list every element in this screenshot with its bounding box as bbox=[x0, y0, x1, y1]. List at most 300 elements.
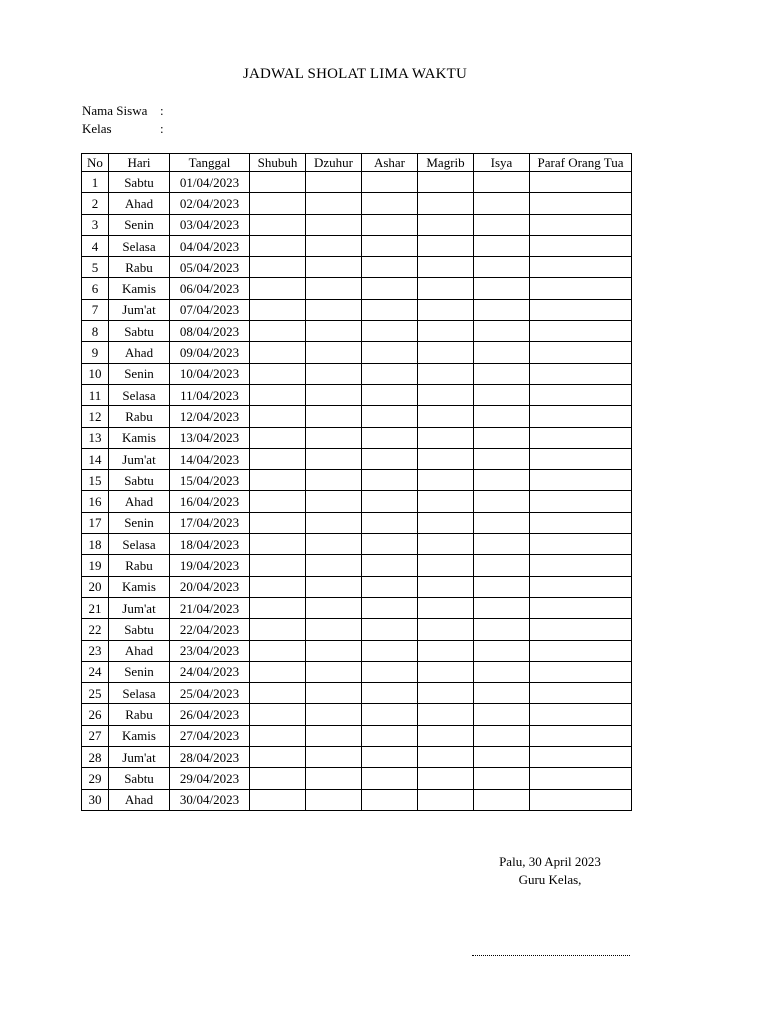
cell-shubuh[interactable] bbox=[250, 534, 306, 555]
cell-isya[interactable] bbox=[474, 384, 530, 405]
cell-shubuh[interactable] bbox=[250, 747, 306, 768]
table-row bbox=[82, 257, 632, 278]
table-row bbox=[82, 768, 632, 789]
cell-paraf[interactable] bbox=[530, 768, 632, 789]
cell-shubuh[interactable] bbox=[250, 725, 306, 746]
table-row bbox=[82, 555, 632, 576]
cell-ashar[interactable] bbox=[362, 789, 418, 810]
cell-tanggal: 02/04/2023 bbox=[170, 193, 250, 214]
cell-isya[interactable] bbox=[474, 448, 530, 469]
cell-hari: Sabtu bbox=[109, 321, 170, 342]
cell-isya[interactable] bbox=[474, 406, 530, 427]
cell-paraf[interactable] bbox=[530, 257, 632, 278]
cell-ashar[interactable] bbox=[362, 619, 418, 640]
cell-no: 25 bbox=[82, 683, 109, 704]
cell-ashar[interactable] bbox=[362, 384, 418, 405]
cell-tanggal: 29/04/2023 bbox=[170, 768, 250, 789]
table-row bbox=[82, 214, 632, 235]
cell-tanggal: 07/04/2023 bbox=[170, 299, 250, 320]
cell-ashar[interactable] bbox=[362, 406, 418, 427]
cell-magrib[interactable] bbox=[418, 768, 474, 789]
cell-no: 29 bbox=[82, 768, 109, 789]
cell-hari: Ahad bbox=[109, 193, 170, 214]
cell-isya[interactable] bbox=[474, 257, 530, 278]
cell-paraf[interactable] bbox=[530, 235, 632, 256]
cell-ashar[interactable] bbox=[362, 555, 418, 576]
cell-magrib[interactable] bbox=[418, 172, 474, 193]
cell-isya[interactable] bbox=[474, 321, 530, 342]
cell-paraf[interactable] bbox=[530, 683, 632, 704]
cell-shubuh[interactable] bbox=[250, 597, 306, 618]
cell-magrib[interactable] bbox=[418, 661, 474, 682]
cell-magrib[interactable] bbox=[418, 597, 474, 618]
cell-isya[interactable] bbox=[474, 193, 530, 214]
cell-tanggal: 20/04/2023 bbox=[170, 576, 250, 597]
table-row bbox=[82, 427, 632, 448]
table-row bbox=[82, 470, 632, 491]
cell-isya[interactable] bbox=[474, 747, 530, 768]
cell-shubuh[interactable] bbox=[250, 321, 306, 342]
cell-dzuhur[interactable] bbox=[306, 342, 362, 363]
cell-hari: Senin bbox=[109, 512, 170, 533]
cell-isya[interactable] bbox=[474, 534, 530, 555]
cell-shubuh[interactable] bbox=[250, 384, 306, 405]
table-row bbox=[82, 576, 632, 597]
cell-magrib[interactable] bbox=[418, 725, 474, 746]
cell-tanggal: 24/04/2023 bbox=[170, 661, 250, 682]
cell-magrib[interactable] bbox=[418, 555, 474, 576]
cell-magrib[interactable] bbox=[418, 257, 474, 278]
cell-no: 26 bbox=[82, 704, 109, 725]
cell-ashar[interactable] bbox=[362, 576, 418, 597]
cell-shubuh[interactable] bbox=[250, 555, 306, 576]
cell-paraf[interactable] bbox=[530, 555, 632, 576]
cell-hari: Kamis bbox=[109, 278, 170, 299]
cell-dzuhur[interactable] bbox=[306, 257, 362, 278]
cell-shubuh[interactable] bbox=[250, 363, 306, 384]
cell-tanggal: 18/04/2023 bbox=[170, 534, 250, 555]
class-field bbox=[82, 121, 164, 137]
cell-hari: Rabu bbox=[109, 555, 170, 576]
cell-dzuhur[interactable] bbox=[306, 448, 362, 469]
cell-ashar[interactable] bbox=[362, 299, 418, 320]
cell-isya[interactable] bbox=[474, 512, 530, 533]
cell-paraf[interactable] bbox=[530, 214, 632, 235]
cell-paraf[interactable] bbox=[530, 491, 632, 512]
cell-dzuhur[interactable] bbox=[306, 172, 362, 193]
table-row bbox=[82, 321, 632, 342]
header-ashar: Ashar bbox=[362, 154, 418, 172]
cell-tanggal: 30/04/2023 bbox=[170, 789, 250, 810]
cell-tanggal: 16/04/2023 bbox=[170, 491, 250, 512]
cell-hari: Senin bbox=[109, 363, 170, 384]
student-name-colon: : bbox=[160, 103, 164, 118]
cell-dzuhur[interactable] bbox=[306, 597, 362, 618]
cell-hari: Ahad bbox=[109, 491, 170, 512]
cell-shubuh[interactable] bbox=[250, 470, 306, 491]
cell-magrib[interactable] bbox=[418, 235, 474, 256]
cell-no: 17 bbox=[82, 512, 109, 533]
cell-paraf[interactable] bbox=[530, 661, 632, 682]
table-row bbox=[82, 683, 632, 704]
cell-tanggal: 10/04/2023 bbox=[170, 363, 250, 384]
cell-magrib[interactable] bbox=[418, 789, 474, 810]
cell-shubuh[interactable] bbox=[250, 257, 306, 278]
cell-dzuhur[interactable] bbox=[306, 491, 362, 512]
cell-ashar[interactable] bbox=[362, 747, 418, 768]
cell-tanggal: 26/04/2023 bbox=[170, 704, 250, 725]
cell-shubuh[interactable] bbox=[250, 278, 306, 299]
cell-ashar[interactable] bbox=[362, 683, 418, 704]
cell-dzuhur[interactable] bbox=[306, 640, 362, 661]
cell-dzuhur[interactable] bbox=[306, 725, 362, 746]
cell-shubuh[interactable] bbox=[250, 640, 306, 661]
header-tanggal: Tanggal bbox=[170, 154, 250, 172]
cell-shubuh[interactable] bbox=[250, 342, 306, 363]
cell-magrib[interactable] bbox=[418, 321, 474, 342]
table-row bbox=[82, 640, 632, 661]
header-dzuhur: Dzuhur bbox=[306, 154, 362, 172]
table-row bbox=[82, 789, 632, 810]
cell-tanggal: 23/04/2023 bbox=[170, 640, 250, 661]
cell-magrib[interactable] bbox=[418, 534, 474, 555]
cell-ashar[interactable] bbox=[362, 768, 418, 789]
cell-ashar[interactable] bbox=[362, 512, 418, 533]
cell-dzuhur[interactable] bbox=[306, 214, 362, 235]
cell-dzuhur[interactable] bbox=[306, 384, 362, 405]
cell-shubuh[interactable] bbox=[250, 512, 306, 533]
cell-no: 7 bbox=[82, 299, 109, 320]
cell-hari: Selasa bbox=[109, 384, 170, 405]
cell-magrib[interactable] bbox=[418, 384, 474, 405]
cell-no: 4 bbox=[82, 235, 109, 256]
student-name-field bbox=[82, 103, 164, 119]
cell-dzuhur[interactable] bbox=[306, 193, 362, 214]
cell-hari: Selasa bbox=[109, 235, 170, 256]
cell-tanggal: 04/04/2023 bbox=[170, 235, 250, 256]
cell-dzuhur[interactable] bbox=[306, 683, 362, 704]
cell-isya[interactable] bbox=[474, 576, 530, 597]
cell-isya[interactable] bbox=[474, 172, 530, 193]
cell-shubuh[interactable] bbox=[250, 768, 306, 789]
cell-dzuhur[interactable] bbox=[306, 555, 362, 576]
cell-shubuh[interactable] bbox=[250, 193, 306, 214]
cell-isya[interactable] bbox=[474, 661, 530, 682]
cell-dzuhur[interactable] bbox=[306, 789, 362, 810]
cell-dzuhur[interactable] bbox=[306, 512, 362, 533]
cell-dzuhur[interactable] bbox=[306, 619, 362, 640]
cell-paraf[interactable] bbox=[530, 704, 632, 725]
table-row bbox=[82, 725, 632, 746]
cell-shubuh[interactable] bbox=[250, 683, 306, 704]
cell-isya[interactable] bbox=[474, 768, 530, 789]
cell-paraf[interactable] bbox=[530, 470, 632, 491]
header-paraf: Paraf Orang Tua bbox=[530, 154, 632, 172]
header-hari: Hari bbox=[109, 154, 170, 172]
class-colon: : bbox=[160, 121, 164, 136]
cell-magrib[interactable] bbox=[418, 278, 474, 299]
cell-tanggal: 09/04/2023 bbox=[170, 342, 250, 363]
cell-isya[interactable] bbox=[474, 597, 530, 618]
cell-magrib[interactable] bbox=[418, 470, 474, 491]
cell-shubuh[interactable] bbox=[250, 448, 306, 469]
table-row bbox=[82, 406, 632, 427]
cell-dzuhur[interactable] bbox=[306, 661, 362, 682]
cell-paraf[interactable] bbox=[530, 299, 632, 320]
cell-hari: Sabtu bbox=[109, 172, 170, 193]
cell-hari: Kamis bbox=[109, 427, 170, 448]
cell-ashar[interactable] bbox=[362, 470, 418, 491]
cell-ashar[interactable] bbox=[362, 235, 418, 256]
cell-tanggal: 08/04/2023 bbox=[170, 321, 250, 342]
cell-no: 5 bbox=[82, 257, 109, 278]
cell-isya[interactable] bbox=[474, 342, 530, 363]
cell-tanggal: 27/04/2023 bbox=[170, 725, 250, 746]
cell-shubuh[interactable] bbox=[250, 406, 306, 427]
cell-tanggal: 22/04/2023 bbox=[170, 619, 250, 640]
cell-ashar[interactable] bbox=[362, 363, 418, 384]
cell-shubuh[interactable] bbox=[250, 789, 306, 810]
cell-ashar[interactable] bbox=[362, 172, 418, 193]
cell-no: 1 bbox=[82, 172, 109, 193]
cell-tanggal: 11/04/2023 bbox=[170, 384, 250, 405]
cell-dzuhur[interactable] bbox=[306, 576, 362, 597]
table-row bbox=[82, 747, 632, 768]
cell-no: 30 bbox=[82, 789, 109, 810]
cell-dzuhur[interactable] bbox=[306, 321, 362, 342]
cell-dzuhur[interactable] bbox=[306, 278, 362, 299]
cell-no: 11 bbox=[82, 384, 109, 405]
cell-paraf[interactable] bbox=[530, 321, 632, 342]
cell-dzuhur[interactable] bbox=[306, 747, 362, 768]
cell-no: 8 bbox=[82, 321, 109, 342]
cell-dzuhur[interactable] bbox=[306, 299, 362, 320]
cell-no: 16 bbox=[82, 491, 109, 512]
cell-hari: Jum'at bbox=[109, 448, 170, 469]
cell-dzuhur[interactable] bbox=[306, 470, 362, 491]
cell-no: 22 bbox=[82, 619, 109, 640]
cell-ashar[interactable] bbox=[362, 342, 418, 363]
cell-no: 6 bbox=[82, 278, 109, 299]
cell-no: 14 bbox=[82, 448, 109, 469]
cell-isya[interactable] bbox=[474, 470, 530, 491]
cell-ashar[interactable] bbox=[362, 193, 418, 214]
cell-hari: Rabu bbox=[109, 257, 170, 278]
cell-magrib[interactable] bbox=[418, 299, 474, 320]
cell-magrib[interactable] bbox=[418, 214, 474, 235]
cell-hari: Selasa bbox=[109, 683, 170, 704]
cell-isya[interactable] bbox=[474, 704, 530, 725]
cell-hari: Kamis bbox=[109, 725, 170, 746]
cell-ashar[interactable] bbox=[362, 448, 418, 469]
cell-paraf[interactable] bbox=[530, 534, 632, 555]
cell-hari: Ahad bbox=[109, 789, 170, 810]
cell-paraf[interactable] bbox=[530, 278, 632, 299]
prayer-schedule-table bbox=[81, 153, 632, 811]
cell-hari: Sabtu bbox=[109, 768, 170, 789]
cell-paraf[interactable] bbox=[530, 597, 632, 618]
cell-dzuhur[interactable] bbox=[306, 363, 362, 384]
cell-paraf[interactable] bbox=[530, 406, 632, 427]
cell-dzuhur[interactable] bbox=[306, 427, 362, 448]
table-row bbox=[82, 512, 632, 533]
header-shubuh: Shubuh bbox=[250, 154, 306, 172]
cell-isya[interactable] bbox=[474, 491, 530, 512]
cell-magrib[interactable] bbox=[418, 342, 474, 363]
cell-dzuhur[interactable] bbox=[306, 235, 362, 256]
cell-ashar[interactable] bbox=[362, 214, 418, 235]
cell-dzuhur[interactable] bbox=[306, 406, 362, 427]
cell-paraf[interactable] bbox=[530, 512, 632, 533]
cell-shubuh[interactable] bbox=[250, 214, 306, 235]
cell-tanggal: 06/04/2023 bbox=[170, 278, 250, 299]
cell-paraf[interactable] bbox=[530, 363, 632, 384]
cell-shubuh[interactable] bbox=[250, 576, 306, 597]
cell-ashar[interactable] bbox=[362, 704, 418, 725]
cell-paraf[interactable] bbox=[530, 448, 632, 469]
header-isya: Isya bbox=[474, 154, 530, 172]
signature-role: Guru Kelas, bbox=[518, 872, 582, 887]
cell-shubuh[interactable] bbox=[250, 619, 306, 640]
cell-shubuh[interactable] bbox=[250, 235, 306, 256]
cell-magrib[interactable] bbox=[418, 619, 474, 640]
table-row bbox=[82, 619, 632, 640]
cell-paraf[interactable] bbox=[530, 640, 632, 661]
cell-shubuh[interactable] bbox=[250, 491, 306, 512]
cell-paraf[interactable] bbox=[530, 725, 632, 746]
table-row bbox=[82, 597, 632, 618]
cell-shubuh[interactable] bbox=[250, 704, 306, 725]
cell-isya[interactable] bbox=[474, 235, 530, 256]
cell-magrib[interactable] bbox=[418, 491, 474, 512]
cell-hari: Sabtu bbox=[109, 470, 170, 491]
cell-hari: Selasa bbox=[109, 534, 170, 555]
cell-tanggal: 19/04/2023 bbox=[170, 555, 250, 576]
cell-tanggal: 28/04/2023 bbox=[170, 747, 250, 768]
cell-paraf[interactable] bbox=[530, 384, 632, 405]
cell-magrib[interactable] bbox=[418, 363, 474, 384]
cell-magrib[interactable] bbox=[418, 406, 474, 427]
cell-magrib[interactable] bbox=[418, 747, 474, 768]
cell-paraf[interactable] bbox=[530, 576, 632, 597]
cell-hari: Jum'at bbox=[109, 747, 170, 768]
cell-no: 2 bbox=[82, 193, 109, 214]
cell-magrib[interactable] bbox=[418, 704, 474, 725]
cell-paraf[interactable] bbox=[530, 427, 632, 448]
cell-magrib[interactable] bbox=[418, 576, 474, 597]
cell-magrib[interactable] bbox=[418, 427, 474, 448]
cell-hari: Senin bbox=[109, 214, 170, 235]
table-row bbox=[82, 491, 632, 512]
cell-no: 13 bbox=[82, 427, 109, 448]
table-row bbox=[82, 534, 632, 555]
cell-hari: Kamis bbox=[109, 576, 170, 597]
cell-paraf[interactable] bbox=[530, 619, 632, 640]
cell-isya[interactable] bbox=[474, 789, 530, 810]
table-row bbox=[82, 235, 632, 256]
cell-isya[interactable] bbox=[474, 427, 530, 448]
cell-hari: Rabu bbox=[109, 704, 170, 725]
cell-tanggal: 25/04/2023 bbox=[170, 683, 250, 704]
cell-shubuh[interactable] bbox=[250, 427, 306, 448]
cell-isya[interactable] bbox=[474, 278, 530, 299]
cell-ashar[interactable] bbox=[362, 278, 418, 299]
signature-place-date: Palu, 30 April 2023 bbox=[499, 854, 601, 869]
cell-tanggal: 12/04/2023 bbox=[170, 406, 250, 427]
cell-no: 28 bbox=[82, 747, 109, 768]
cell-isya[interactable] bbox=[474, 214, 530, 235]
cell-magrib[interactable] bbox=[418, 512, 474, 533]
cell-ashar[interactable] bbox=[362, 257, 418, 278]
table-row bbox=[82, 172, 632, 193]
cell-isya[interactable] bbox=[474, 619, 530, 640]
cell-dzuhur[interactable] bbox=[306, 704, 362, 725]
cell-no: 21 bbox=[82, 597, 109, 618]
cell-magrib[interactable] bbox=[418, 683, 474, 704]
cell-ashar[interactable] bbox=[362, 725, 418, 746]
cell-isya[interactable] bbox=[474, 683, 530, 704]
cell-tanggal: 15/04/2023 bbox=[170, 470, 250, 491]
cell-hari: Sabtu bbox=[109, 619, 170, 640]
table-row bbox=[82, 299, 632, 320]
cell-hari: Ahad bbox=[109, 342, 170, 363]
cell-paraf[interactable] bbox=[530, 172, 632, 193]
cell-paraf[interactable] bbox=[530, 342, 632, 363]
cell-hari: Ahad bbox=[109, 640, 170, 661]
cell-tanggal: 03/04/2023 bbox=[170, 214, 250, 235]
cell-ashar[interactable] bbox=[362, 661, 418, 682]
table-row bbox=[82, 384, 632, 405]
cell-isya[interactable] bbox=[474, 725, 530, 746]
cell-ashar[interactable] bbox=[362, 534, 418, 555]
cell-shubuh[interactable] bbox=[250, 172, 306, 193]
cell-no: 15 bbox=[82, 470, 109, 491]
cell-isya[interactable] bbox=[474, 640, 530, 661]
cell-ashar[interactable] bbox=[362, 427, 418, 448]
cell-dzuhur[interactable] bbox=[306, 768, 362, 789]
header-no: No bbox=[82, 154, 109, 172]
signature-line bbox=[472, 955, 630, 956]
cell-isya[interactable] bbox=[474, 555, 530, 576]
cell-no: 9 bbox=[82, 342, 109, 363]
cell-isya[interactable] bbox=[474, 299, 530, 320]
cell-ashar[interactable] bbox=[362, 640, 418, 661]
cell-tanggal: 01/04/2023 bbox=[170, 172, 250, 193]
cell-isya[interactable] bbox=[474, 363, 530, 384]
cell-hari: Rabu bbox=[109, 406, 170, 427]
cell-paraf[interactable] bbox=[530, 789, 632, 810]
cell-shubuh[interactable] bbox=[250, 661, 306, 682]
cell-tanggal: 13/04/2023 bbox=[170, 427, 250, 448]
cell-tanggal: 05/04/2023 bbox=[170, 257, 250, 278]
cell-paraf[interactable] bbox=[530, 193, 632, 214]
cell-dzuhur[interactable] bbox=[306, 534, 362, 555]
cell-ashar[interactable] bbox=[362, 491, 418, 512]
cell-no: 19 bbox=[82, 555, 109, 576]
cell-magrib[interactable] bbox=[418, 448, 474, 469]
cell-ashar[interactable] bbox=[362, 321, 418, 342]
cell-no: 27 bbox=[82, 725, 109, 746]
cell-hari: Jum'at bbox=[109, 597, 170, 618]
cell-no: 24 bbox=[82, 661, 109, 682]
cell-shubuh[interactable] bbox=[250, 299, 306, 320]
cell-magrib[interactable] bbox=[418, 640, 474, 661]
cell-no: 20 bbox=[82, 576, 109, 597]
cell-ashar[interactable] bbox=[362, 597, 418, 618]
table-row bbox=[82, 704, 632, 725]
cell-paraf[interactable] bbox=[530, 747, 632, 768]
cell-magrib[interactable] bbox=[418, 193, 474, 214]
